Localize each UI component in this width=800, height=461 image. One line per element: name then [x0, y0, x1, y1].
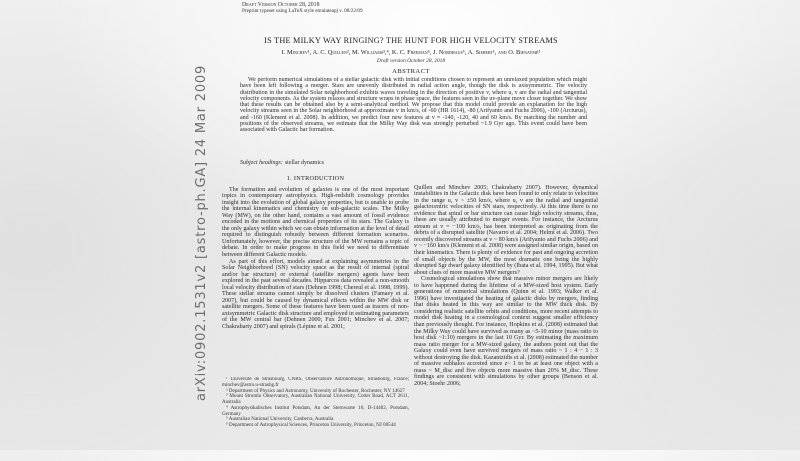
abstract-heading: ABSTRACT: [392, 68, 430, 75]
preprint-style-line: Preprint typeset using LaTeX style emulateapj v. 08/22/09: [242, 8, 363, 15]
footnote: ¹ Université de Strasbourg, CNRS, Observatoire Astronomique, Strasbourg, France; minchev@astro.u-strasbg.fr: [222, 377, 409, 388]
footnote-block: [222, 377, 409, 449]
intro-right-paragraph: Quillen and Minchev 2005; Chakrabarty 2007). However, dynamical instabilities in the Galactic disk have been found to only relate to velocities in the range u, v ~ ±50 km/s, where u, v are the radial and tangential galactocentric velocities of SN stars, respectively. At this time there is no evidence that spiral or bar structure can cause high velocity streams, thus, these are usually attributed to merger events. For instance, the Arcturus stream at v = −100 km/s, has been interpreted as originating from the debris of a disrupted satellite (Navarro et al. 2004; Helmi et al. 2006). Two recently discovered streams at v ~ 80 km/s (Arifyanto and Fuchs 2006) and v ~ −160 km/s (Klement et al. 2008) were assigned similar origin, based on their kinematics. There is plenty of evidence for past and ongoing accretion of small objects by the MW, the most dramatic one being the highly disrupted Sgr dwarf galaxy identified by (Ibata et al. 1994, 1995). But what about clues of more massive MW mergers?: [414, 184, 598, 276]
intro-left-paragraph: The formation and evolution of galaxies is one of the most important topics in contemporary astrophysics. High-redshift cosmology provides insight into the evolution of global galaxy properties, but is unable to probe the internal kinematics and chemistry on sub-galactic scales. The Milky Way (MW), on the other hand, contains a vast amount of fossil evidence encoded in the motions and chemical properties of its stars. The Galaxy is the only galaxy within which we can obtain information at the level of detail required to distinguish robustly between different formation scenarios. Unfortunately, however, the precise structure of the MW remains a topic of debate. In order to make progress in this field we need to differentiate between different Galactic models.: [222, 186, 409, 259]
paper-title: IS THE MILKY WAY RINGING? THE HUNT FOR HIGH VELOCITY STREAMS: [264, 36, 558, 45]
intro-right-paragraph: Cosmological simulations show that massive minor mergers are likely to have happened during the lifetime of a MW-sized host system. Early generations of numerical simulations (Quinn et al. 1993; Walker et al. 1996) have investigated the heating of galactic disks by mergers, finding that disks heated in this way are similar to the MW thick disk. By considering realistic satellite orbits and conditions, more recent attempts to model disk heating in a cosmological context suggest smaller efficiency than previously thought. For instance, Hopkins et al. (2008) estimated that the Milky Way could have survived as many as ~5-10 minor (mass ratio to host disk ~1:10) mergers in the last 10 Gyr. By estimating the maximum mass ratio merger for a MW-sized galaxy, the authors point out that the Galaxy could even have survived mergers of mass ratio ~ 1 : 4 − 1 : 3 without destroying the disk. Kazantzidis et al. (2008) estimated the number of massive subhalos accreted since z~ 1 to be at least one object with a mass ~ M_disc and five objects more massive than 20% M_disc. These findings are consistent with simulations by other groups (Benson et al. 2004; Stoehr 2006;: [414, 276, 598, 387]
author-list: I. Minchev¹, A. C. Quillen², M. Williams³,⁴, K. C. Freeman⁵, J. Nordhaus⁶, A. Siebert¹, and O. Bienaymé¹: [281, 49, 541, 56]
arxiv-identifier-stamp: arXiv:0902.1531v2 [astro-ph.GA] 24 Mar 2009: [194, 64, 209, 401]
footnote: ⁵ Australian National University, Canberra, Australia: [226, 416, 334, 423]
footnote: ³ Mount Stromlo Observatory, Australian National University, Cotter Road, ACT 2611, Australia: [222, 393, 409, 405]
masthead: [242, 2, 542, 14]
intro-left-paragraph: As part of this effort, models aimed at explaining asymmetries in the Solar Neighborhood (SN) velocity space as the result of internal (spiral and/or bar structure) or external (satellite mergers) agents have been explored in the past several decades. Hipparcos data revealed a non-smooth local velocity distribution of stars (Dehnen 1998; Chereul et al. 1998, 1999). These stellar streams cannot simply be dissolved clusters (Famaey et al. 2007), but could be caused by dynamical effects within the MW disk or satellite mergers. Some of these features have been used as tracers of non-axisymmetric Galactic disk structure and employed in estimating parameters of the MW central bar (Dehnen 2000; Fux 2001; Minchev et al. 2007; Chakrabarty 2007) and spirals (Lépine et al. 2001;: [222, 258, 409, 331]
subject-headings-label: Subject headings:: [240, 160, 283, 166]
section-heading-introduction: 1. INTRODUCTION: [286, 175, 345, 182]
footnote: ⁶ Department of Astrophysical Sciences, Princeton University, Princeton, NJ 08544: [226, 422, 396, 428]
footnote: ² Department of Physics and Astronomy, University of Rochester, Rochester, NY 14627: [226, 387, 405, 394]
footnote: ⁴ Astrophysikalisches Institut Potsdam, An der Sternwarte 16, D-14482, Potsdam, Germany: [222, 404, 409, 417]
left-column: [222, 174, 409, 375]
right-column: [414, 174, 598, 461]
version-line: Draft version October 28, 2018: [376, 57, 446, 64]
subject-headings: [240, 160, 587, 166]
abstract-body: We perform numerical simulations of a stellar galactic disk with initial conditions chosen to represent an unrelaxed population which might have been left following a merger. Stars are unevenly distributed in radial action angle, though the disk is axisymmetric. The velocity distribution in the simulated Solar neighborhood exhibits waves traveling in the direction of positive v, where u, v are the radial and tangential velocity components. As the system relaxes and structure wraps in phase space, the features seen in the uv-plane move closer together. We show that these results can be obtained also by a semi-analytical method. We propose that this model could provide an explanation for the high velocity streams seen in the Solar neighborhood at approximate v in km/s, of -60 (HR 1614), -80 (Arifyanto and Fuchs 2006), -100 (Arcturus), and -160 (Klement et al. 2008). In addition, we predict four new features at v ≈ -140, -120, 40 and 60 km/s. By matching the number and positions of the observed streams, we estimate that the Milky Way disk was strongly perturbed ~1.9 Gyr ago. This event could have been associated with Galactic bar formation.: [240, 77, 587, 133]
draft-version-line: Draft Version October 28, 2018: [242, 2, 320, 8]
subject-headings-value: stellar dynamics: [284, 160, 324, 166]
title-block: [222, 36, 600, 64]
